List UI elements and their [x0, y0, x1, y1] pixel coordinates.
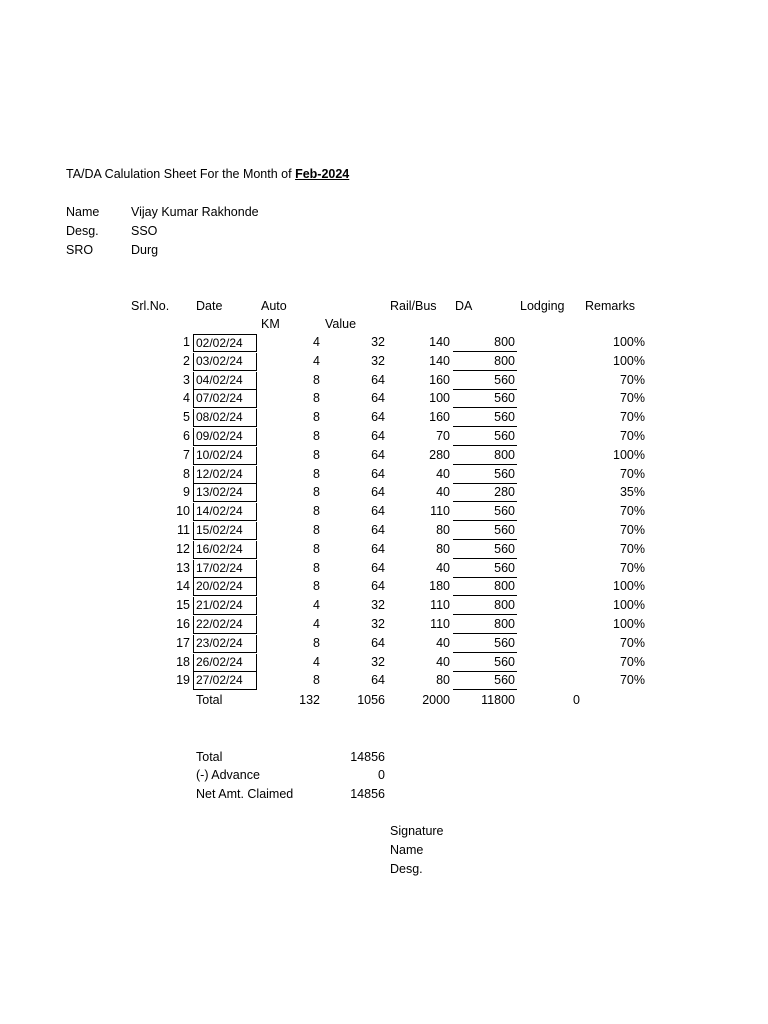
row-value: 64 — [371, 561, 385, 575]
row-da: 800 — [453, 578, 517, 596]
row-srl: 4 — [183, 391, 190, 405]
row-value: 64 — [371, 373, 385, 387]
row-railbus: 180 — [429, 579, 450, 593]
header-km: KM — [261, 317, 280, 331]
summary-advance-value: 0 — [378, 768, 385, 782]
title-month: Feb-2024 — [295, 167, 350, 181]
header-remarks: Remarks — [585, 299, 636, 313]
totals-label: Total — [196, 693, 223, 707]
row-da: 800 — [453, 334, 517, 352]
row-srl: 13 — [176, 561, 190, 575]
row-date: 27/02/24 — [193, 672, 257, 690]
row-railbus: 160 — [429, 373, 450, 387]
row-remarks: 70% — [619, 655, 645, 669]
row-value: 32 — [371, 617, 385, 631]
row-srl: 19 — [176, 673, 190, 687]
row-value: 64 — [371, 579, 385, 593]
row-da: 560 — [453, 409, 517, 427]
row-value: 32 — [371, 354, 385, 368]
row-srl: 9 — [183, 485, 190, 499]
row-da: 560 — [453, 522, 517, 540]
row-da: 560 — [453, 390, 517, 408]
signature-label: Signature — [390, 824, 444, 838]
row-railbus: 160 — [429, 410, 450, 424]
desg-label: Desg. — [66, 224, 99, 238]
row-railbus: 40 — [436, 636, 450, 650]
row-railbus: 110 — [430, 598, 450, 612]
row-date: 16/02/24 — [193, 541, 257, 559]
row-km: 4 — [313, 655, 320, 669]
row-da: 560 — [453, 372, 517, 390]
row-srl: 6 — [183, 429, 190, 443]
row-date: 22/02/24 — [193, 616, 257, 634]
row-railbus: 80 — [436, 673, 450, 687]
row-km: 8 — [313, 523, 320, 537]
row-km: 8 — [313, 429, 320, 443]
summary-total-value: 14856 — [350, 750, 385, 764]
row-da: 800 — [453, 447, 517, 465]
signature-desg-label: Desg. — [390, 862, 423, 876]
row-km: 8 — [313, 410, 320, 424]
header-date: Date — [196, 299, 223, 313]
summary-total-label: Total — [196, 750, 223, 764]
row-srl: 2 — [183, 354, 190, 368]
row-value: 32 — [371, 335, 385, 349]
row-date: 15/02/24 — [193, 522, 257, 540]
row-km: 4 — [313, 598, 320, 612]
row-remarks: 70% — [619, 467, 645, 481]
totals-value: 1056 — [357, 693, 385, 707]
row-remarks: 70% — [619, 561, 645, 575]
row-railbus: 40 — [436, 485, 450, 499]
row-da: 560 — [453, 503, 517, 521]
sro-value: Durg — [131, 243, 159, 257]
row-km: 8 — [313, 504, 320, 518]
row-km: 8 — [313, 542, 320, 556]
row-date: 12/02/24 — [193, 466, 257, 484]
row-km: 4 — [313, 617, 320, 631]
row-date: 08/02/24 — [193, 409, 257, 427]
row-remarks: 100% — [613, 335, 645, 349]
row-date: 21/02/24 — [193, 597, 257, 615]
row-value: 64 — [371, 673, 385, 687]
row-date: 10/02/24 — [193, 447, 257, 465]
row-remarks: 70% — [619, 504, 645, 518]
row-remarks: 70% — [619, 410, 645, 424]
row-remarks: 100% — [613, 448, 645, 462]
row-km: 4 — [313, 335, 320, 349]
row-value: 64 — [371, 448, 385, 462]
row-srl: 1 — [183, 335, 190, 349]
row-value: 64 — [371, 467, 385, 481]
row-km: 8 — [313, 448, 320, 462]
row-srl: 7 — [183, 448, 190, 462]
row-da: 560 — [453, 635, 517, 653]
row-date: 26/02/24 — [193, 654, 257, 672]
row-railbus: 100 — [429, 391, 450, 405]
row-srl: 18 — [176, 655, 190, 669]
summary-net-label: Net Amt. Claimed — [196, 787, 294, 801]
row-srl: 8 — [183, 467, 190, 481]
row-value: 64 — [371, 410, 385, 424]
row-da: 560 — [453, 466, 517, 484]
title-prefix: TA/DA Calulation Sheet For the Month of — [66, 167, 296, 181]
row-date: 07/02/24 — [193, 390, 257, 408]
header-value: Value — [325, 317, 357, 331]
row-railbus: 80 — [436, 523, 450, 537]
row-km: 8 — [313, 561, 320, 575]
row-srl: 16 — [176, 617, 190, 631]
row-date: 03/02/24 — [193, 353, 257, 371]
row-da: 800 — [453, 597, 517, 615]
row-remarks: 100% — [613, 598, 645, 612]
row-date: 20/02/24 — [193, 578, 257, 596]
row-railbus: 140 — [429, 335, 450, 349]
row-srl: 12 — [176, 542, 190, 556]
row-value: 64 — [371, 636, 385, 650]
row-date: 04/02/24 — [193, 372, 257, 390]
row-railbus: 40 — [436, 561, 450, 575]
row-value: 64 — [371, 504, 385, 518]
row-railbus: 70 — [436, 429, 450, 443]
row-km: 4 — [313, 354, 320, 368]
row-srl: 14 — [176, 579, 190, 593]
row-remarks: 70% — [619, 542, 645, 556]
row-remarks: 70% — [619, 391, 645, 405]
summary-net-value: 14856 — [350, 787, 385, 801]
row-da: 560 — [453, 541, 517, 559]
row-remarks: 35% — [619, 485, 645, 499]
row-srl: 3 — [183, 373, 190, 387]
row-remarks: 70% — [619, 673, 645, 687]
row-km: 8 — [313, 467, 320, 481]
header-lodging: Lodging — [520, 299, 565, 313]
name-value: Vijay Kumar Rakhonde — [131, 205, 259, 219]
row-km: 8 — [313, 636, 320, 650]
row-railbus: 40 — [436, 467, 450, 481]
row-railbus: 110 — [430, 504, 450, 518]
sheet-title — [66, 166, 349, 182]
row-remarks: 100% — [613, 579, 645, 593]
totals-lodging: 0 — [573, 693, 580, 707]
name-label: Name — [66, 205, 100, 219]
row-remarks: 70% — [619, 373, 645, 387]
row-srl: 15 — [176, 598, 190, 612]
row-value: 64 — [371, 429, 385, 443]
desg-value: SSO — [131, 224, 158, 238]
row-remarks: 70% — [619, 523, 645, 537]
row-da: 800 — [453, 616, 517, 634]
row-km: 8 — [313, 373, 320, 387]
row-value: 64 — [371, 523, 385, 537]
row-da: 800 — [453, 353, 517, 371]
row-date: 13/02/24 — [193, 484, 257, 502]
row-value: 32 — [371, 655, 385, 669]
row-km: 8 — [313, 673, 320, 687]
header-railbus: Rail/Bus — [390, 299, 437, 313]
row-date: 14/02/24 — [193, 503, 257, 521]
row-km: 8 — [313, 485, 320, 499]
row-remarks: 70% — [619, 636, 645, 650]
row-date: 09/02/24 — [193, 428, 257, 446]
row-km: 8 — [313, 391, 320, 405]
row-railbus: 80 — [436, 542, 450, 556]
row-railbus: 140 — [429, 354, 450, 368]
row-da: 560 — [453, 672, 517, 690]
row-km: 8 — [313, 579, 320, 593]
row-railbus: 40 — [436, 655, 450, 669]
row-value: 64 — [371, 485, 385, 499]
totals-da: 11800 — [481, 693, 515, 707]
row-railbus: 280 — [429, 448, 450, 462]
signature-name-label: Name — [390, 843, 424, 857]
row-remarks: 100% — [613, 617, 645, 631]
row-date: 17/02/24 — [193, 560, 257, 578]
row-da: 560 — [453, 560, 517, 578]
totals-km: 132 — [299, 693, 320, 707]
row-da: 560 — [453, 654, 517, 672]
sro-label: SRO — [66, 243, 94, 257]
row-value: 64 — [371, 542, 385, 556]
header-auto: Auto — [261, 299, 287, 313]
row-srl: 10 — [176, 504, 190, 518]
row-date: 02/02/24 — [193, 334, 257, 352]
row-railbus: 110 — [430, 617, 450, 631]
row-srl: 11 — [177, 523, 190, 537]
summary-advance-label: (-) Advance — [196, 768, 260, 782]
totals-railbus: 2000 — [422, 693, 450, 707]
header-srl: Srl.No. — [131, 299, 170, 313]
row-da: 560 — [453, 428, 517, 446]
header-da: DA — [455, 299, 473, 313]
row-value: 32 — [371, 598, 385, 612]
row-date: 23/02/24 — [193, 635, 257, 653]
row-srl: 17 — [176, 636, 190, 650]
row-da: 280 — [453, 484, 517, 502]
row-value: 64 — [371, 391, 385, 405]
row-srl: 5 — [183, 410, 190, 424]
row-remarks: 70% — [619, 429, 645, 443]
row-remarks: 100% — [613, 354, 645, 368]
